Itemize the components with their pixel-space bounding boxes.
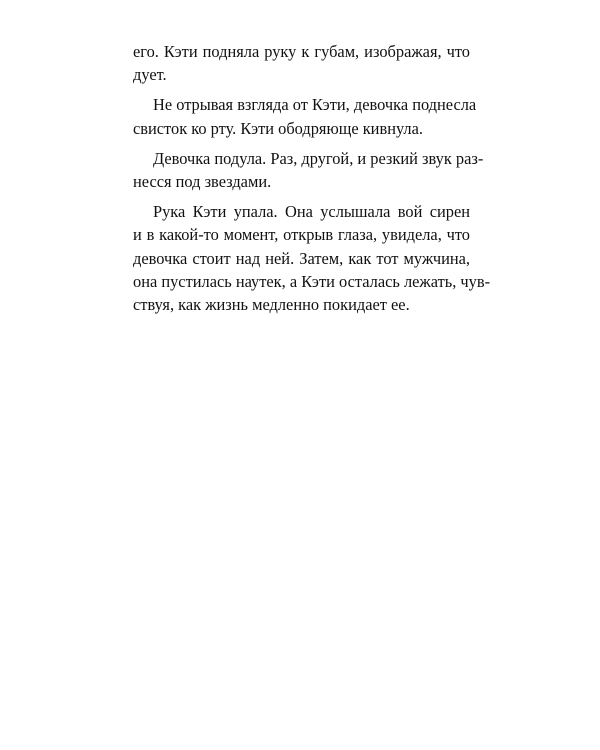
- text-line: свисток ко рту. Кэти ободряюще кивнула.: [133, 118, 423, 138]
- text-line: его. Кэти подняла руку к губам, изображая, что: [133, 42, 470, 61]
- paragraph-3: [133, 147, 484, 193]
- page-text: [133, 40, 491, 323]
- text-line: дует.: [133, 65, 167, 85]
- paragraph-4: [133, 200, 491, 316]
- text-line: ствуя, как жизнь медленно покидает ее.: [133, 295, 410, 315]
- text-line: несся под звездами.: [133, 172, 272, 192]
- paragraph-2: [133, 93, 477, 139]
- text-line: Девочка подула. Раз, другой, и резкий звук раз-: [153, 148, 484, 168]
- text-line: девочка стоит над ней. Затем, как тот мужчина,: [133, 248, 470, 268]
- paragraph-1: [133, 40, 470, 86]
- text-line: Не отрывая взгляда от Кэти, девочка поднесла: [153, 95, 477, 115]
- text-line: она пустилась наутек, а Кэти осталась лежать, чув-: [133, 271, 491, 291]
- text-line: Рука Кэти упала. Она услышала вой сирен: [153, 202, 470, 222]
- text-line: и в какой-то момент, открыв глаза, увидела, что: [133, 225, 470, 245]
